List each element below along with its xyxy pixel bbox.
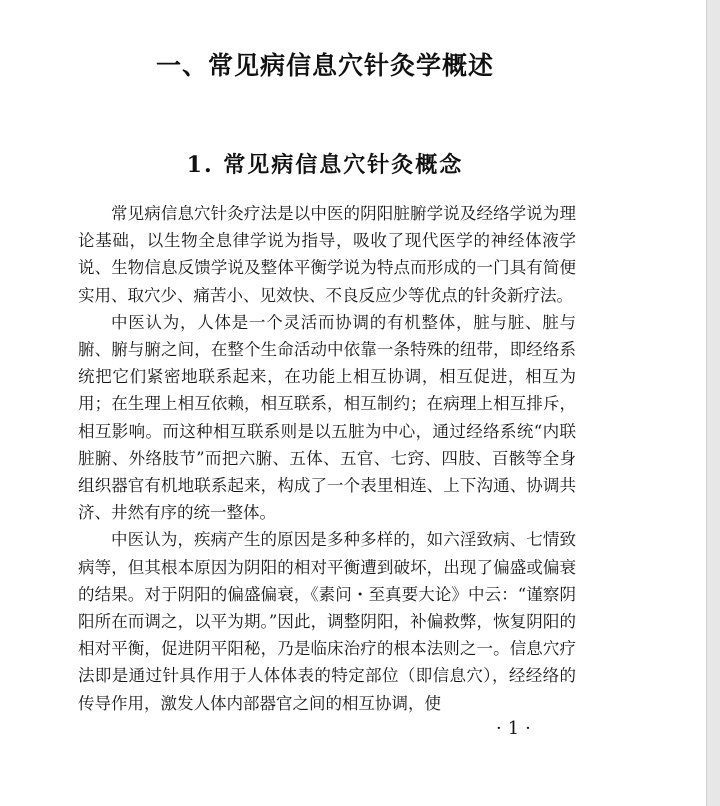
page-number: ·1· <box>496 718 537 739</box>
section-title: 1. 常见病信息穴针灸概念 <box>186 152 464 178</box>
paragraph: 常见病信息穴针灸疗法是以中医的阴阳脏腑学说及经络学说为理论基础，以生物全息律学说为指导，吸收了现代医学的神经体液学说、生物信息反馈学说及整体平衡学说为特点而形成的一门具有简便实用、取穴少、痛苦小、见效快、不良反应少等优点的针灸新疗法。 <box>78 204 576 305</box>
chapter-title: 一、常见病信息穴针灸学概述 <box>155 51 494 80</box>
viewer-right-edge <box>706 0 720 806</box>
body-text <box>78 200 576 717</box>
paragraph: 中医认为，人体是一个灵活而协调的有机整体，脏与脏、脏与腑、腑与腑之间，在整个生命活动中依靠一条特殊的纽带，即经络系统把它们紧密地联系起来，在功能上相互协调，相互促进，相互为用；在生理上相互依赖，相互联系，相互制约；在病理上相互排斥，相互影响。而这种相互联系则是以五脏为中心，通过经络系统“内联脏腑、外络肢节”而把六腑、五体、五官、七窍、四肢、百骸等全身组织器官有机地联系起来，构成了一个表里相连、上下沟通、协调共济、井然有序的统一整体。 <box>78 312 576 523</box>
paragraph: 中医认为，疾病产生的原因是多种多样的，如六淫致病、七情致病等，但其根本原因为阴阳的相对平衡遭到破坏，出现了偏盛或偏衰的结果。对于阴阳的偏盛偏衰，《素问・至真要大论》中云：“谨察阴阳所在而调之，以平为期。”因此，调整阴阳，补偏救弊，恢复阴阳的相对平衡，促进阴平阳秘，乃是临床治疗的根本法则之一。信息穴疗法即是通过针具作用于人体体表的特定部位（即信息穴），经经络的传导作用，激发人体内部器官之间的相互协调，使 <box>78 530 576 713</box>
